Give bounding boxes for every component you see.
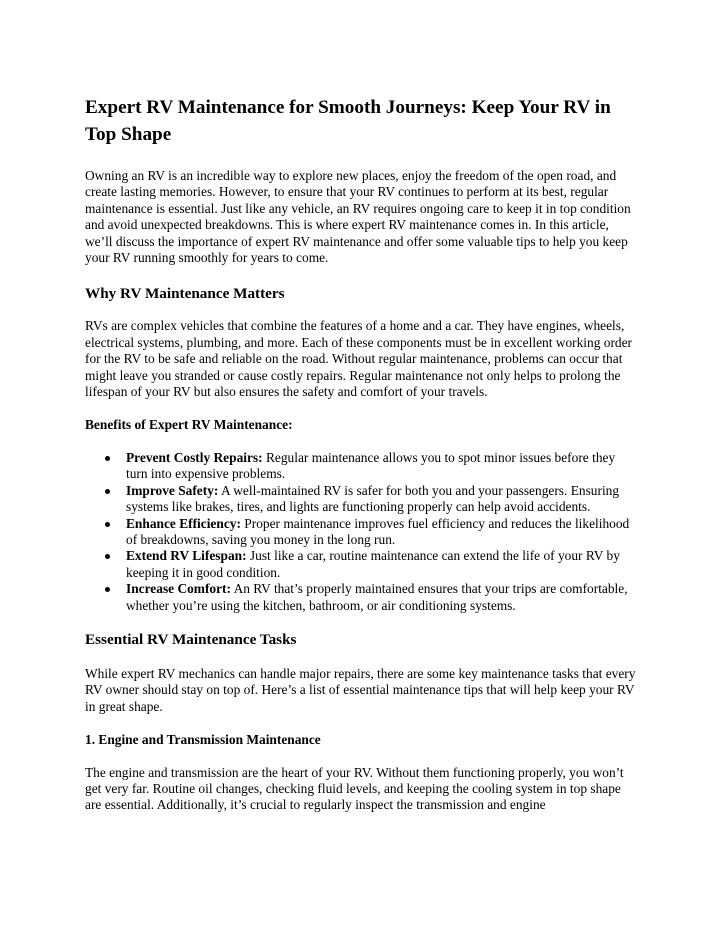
- bullet-icon: [105, 489, 110, 494]
- list-item: [85, 548, 637, 581]
- benefit-text: Regular maintenance allows you to spot minor issues before they turn into expensive problems.: [126, 449, 616, 482]
- essential-tasks-paragraph: While expert RV mechanics can handle major repairs, there are some key maintenance tasks that every RV owner should stay on top of. Here’s a list of essential maintenance tips that will help keep your RV in great shape.: [85, 665, 636, 714]
- bullet-icon: [105, 522, 110, 527]
- list-item: [85, 450, 637, 483]
- bullet-icon: [105, 587, 110, 592]
- article-title: Expert RV Maintenance for Smooth Journeys: Keep Your RV in Top Shape: [85, 97, 611, 145]
- engine-transmission-heading: 1. Engine and Transmission Maintenance: [85, 732, 321, 748]
- list-item: [85, 516, 637, 549]
- benefit-text: An RV that’s properly maintained ensures that your trips are comfortable, whether you’re using the kitchen, bathroom, or air conditioning systems.: [126, 581, 628, 613]
- intro-paragraph: Owning an RV is an incredible way to explore new places, enjoy the freedom of the open road, and create lasting memories. However, to ensure that your RV continues to perform at its best, regular maintenance is essential. Just like any vehicle, an RV requires ongoing care to keep it in top condition and avoid unexpected breakdowns. This is where expert RV maintenance comes in. In this article, we’ll discuss the importance of expert RV maintenance and offer some valuable tips to help you keep your RV running smoothly for years to come.: [85, 168, 631, 266]
- benefit-label: Prevent Costly Repairs:: [126, 449, 263, 465]
- why-maintenance-paragraph: RVs are complex vehicles that combine the features of a home and a car. They have engines, wheels, electrical systems, plumbing, and more. Each of these components must be in excellent working order for the RV to be safe and reliable on the road. Without regular maintenance, problems can occur that might leave you stranded or cause costly repairs. Regular maintenance not only helps to prolong the lifespan of your RV but also ensures the safety and comfort of your travels.: [85, 318, 633, 400]
- benefit-text: A well-maintained RV is safer for both you and your passengers. Ensuring systems like brakes, tires, and lights are functioning properly can help avoid accidents.: [126, 482, 620, 515]
- why-maintenance-heading: Why RV Maintenance Matters: [85, 285, 285, 303]
- benefits-list: [85, 450, 637, 614]
- essential-tasks-heading: Essential RV Maintenance Tasks: [85, 630, 297, 648]
- benefit-label: Enhance Efficiency:: [126, 515, 241, 531]
- list-item: [85, 581, 637, 614]
- list-item: [85, 483, 637, 516]
- benefit-label: Extend RV Lifespan:: [126, 548, 247, 564]
- benefit-text: Proper maintenance improves fuel efficiency and reduces the likelihood of breakdowns, saving you money in the long run.: [126, 515, 630, 547]
- benefit-label: Increase Comfort:: [126, 581, 231, 597]
- benefit-label: Improve Safety:: [126, 482, 219, 498]
- benefits-heading: Benefits of Expert RV Maintenance:: [85, 417, 293, 433]
- engine-transmission-paragraph: The engine and transmission are the heart of your RV. Without them functioning properly, you won’t get very far. Routine oil changes, checking fluid levels, and keeping the cooling system in top shape are essential. Additionally, it’s crucial to regularly inspect the transmission and engine: [85, 764, 624, 813]
- bullet-icon: [105, 456, 110, 461]
- benefit-text: Just like a car, routine maintenance can extend the life of your RV by keeping it in good condition.: [126, 548, 620, 580]
- article: [85, 94, 637, 814]
- bullet-icon: [105, 554, 110, 559]
